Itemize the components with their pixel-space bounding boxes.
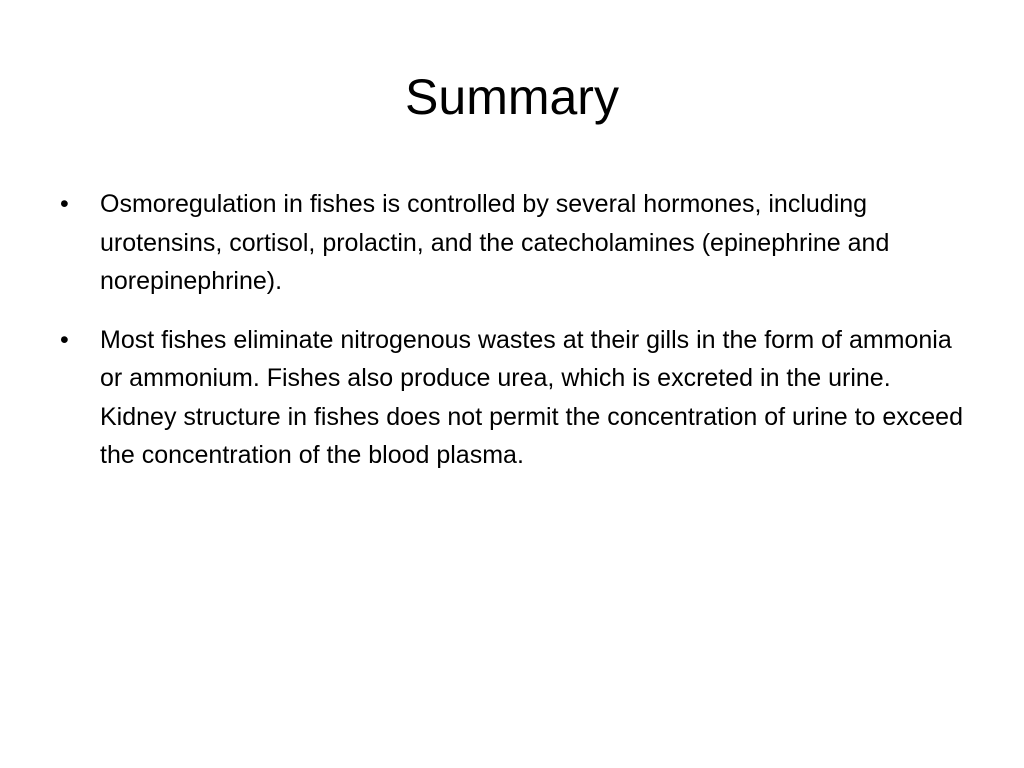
bullet-marker: • <box>60 325 69 354</box>
slide-title: Summary <box>405 69 619 125</box>
bullet-text: Osmoregulation in fishes is controlled by several hormones, including urotensins, cortisol, prolactin, and the catecholamines (epinephrine and norepinephrine). <box>100 190 890 295</box>
bullet-item-nitrogenous-wastes <box>60 321 970 475</box>
bullet-list <box>60 185 970 495</box>
bullet-item-osmoregulation <box>60 185 970 301</box>
bullet-text: Most fishes eliminate nitrogenous wastes at their gills in the form of ammonia or ammonium. Fishes also produce urea, which is excreted in the urine. Kidney structure in fishes does not permit the concentration of urine to exceed the concentration of the blood plasma. <box>100 325 963 469</box>
bullet-marker: • <box>60 190 69 218</box>
